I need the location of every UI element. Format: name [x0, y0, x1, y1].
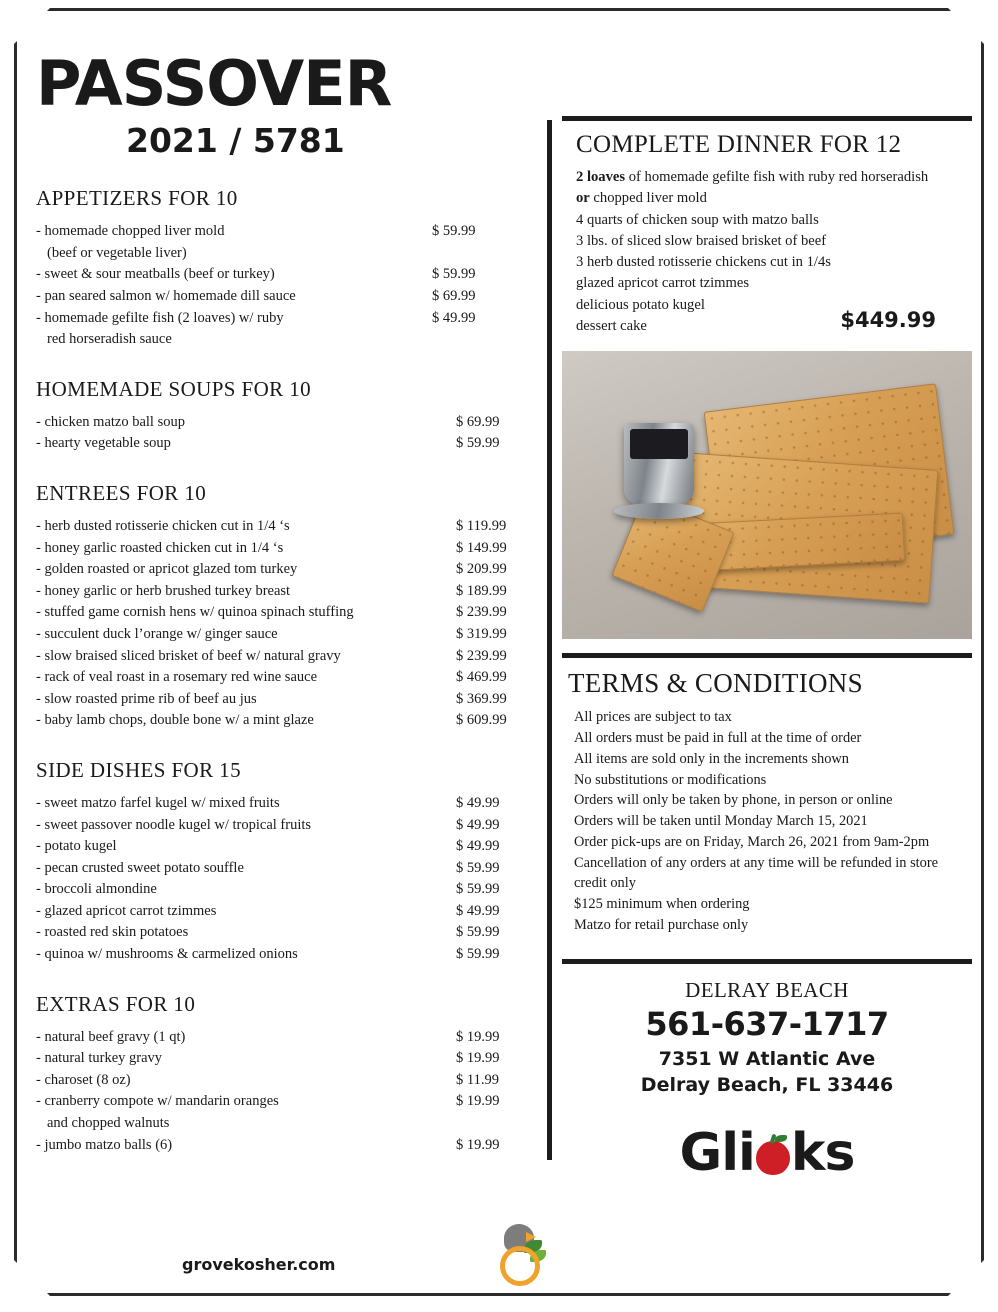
address-line-1: 7351 W Atlantic Ave	[658, 1048, 876, 1071]
item-name: - honey garlic or herb brushed turkey breast	[36, 582, 291, 599]
item-name: - stuffed game cornish hens w/ quinoa spinach stuffing	[36, 604, 354, 621]
item-price: $ 189.99	[456, 582, 507, 599]
grove-kosher-logo-icon	[494, 1220, 556, 1282]
menu-item	[36, 815, 542, 837]
item-name: - golden roasted or apricot glazed tom turkey	[36, 561, 298, 578]
menu-item	[36, 836, 542, 858]
section-appetizers	[36, 186, 542, 351]
item-price: $ 369.99	[456, 690, 507, 707]
item-name: - chicken matzo ball soup	[36, 413, 185, 430]
item-name: - homemade gefilte fish (2 loaves) w/ ruby	[36, 309, 284, 326]
item-price: $ 19.99	[456, 1050, 500, 1067]
item-price: $ 59.99	[456, 881, 500, 898]
item-name: - glazed apricot carrot tzimmes	[36, 902, 217, 919]
item-name-cont: and chopped walnuts	[47, 1115, 170, 1132]
menu-item	[36, 858, 542, 880]
right-column	[562, 116, 972, 1183]
section-soups	[36, 377, 542, 455]
item-name: - baby lamb chops, double bone w/ a mint glaze	[36, 712, 314, 729]
item-name: - natural turkey gravy	[36, 1050, 163, 1067]
item-list	[36, 516, 542, 732]
complete-dinner-list	[576, 167, 972, 337]
terms-list	[574, 707, 972, 935]
left-column	[36, 47, 542, 1156]
menu-item	[36, 221, 542, 264]
terms-line: Cancellation of any orders at any time will be refunded in store credit only	[574, 854, 939, 892]
dinner-line-rest: of homemade gefilte fish with ruby red horseradish	[625, 169, 929, 185]
item-price: $ 19.99	[456, 1028, 500, 1045]
menu-item	[36, 922, 542, 944]
item-price: $ 49.99	[456, 794, 500, 811]
menu-item	[36, 646, 542, 668]
item-name: - broccoli almondine	[36, 881, 157, 898]
rule-middle	[562, 653, 972, 658]
item-name: - sweet & sour meatballs (beef or turkey)	[36, 266, 275, 283]
item-name: - sweet passover noodle kugel w/ tropical fruits	[36, 816, 312, 833]
menu-item	[36, 1135, 542, 1157]
store-city: DELRAY BEACH	[685, 978, 849, 1003]
item-list	[36, 1027, 542, 1157]
item-name: - slow braised sliced brisket of beef w/ natural gravy	[36, 647, 341, 664]
item-price: $ 59.99	[456, 435, 500, 452]
menu-document	[14, 8, 984, 1296]
page-title: PASSOVER	[36, 47, 392, 120]
item-price: $ 11.99	[456, 1071, 499, 1088]
terms-heading: TERMS & CONDITIONS	[568, 668, 863, 699]
logo-text-after: ks	[790, 1122, 855, 1183]
terms-line: $125 minimum when ordering	[574, 895, 750, 912]
terms-line: Order pick-ups are on Friday, March 26, 2021 from 9am-2pm	[574, 833, 930, 850]
item-price: $ 49.99	[432, 309, 476, 326]
item-price: $ 149.99	[456, 539, 507, 556]
logo-text-before: Gli	[679, 1122, 755, 1183]
menu-item	[36, 1048, 542, 1070]
item-price: $ 319.99	[456, 625, 507, 642]
item-name: - succulent duck l’orange w/ ginger sauce	[36, 625, 278, 642]
dinner-line-bold: 2 loaves	[576, 169, 626, 185]
dinner-line-bold: or	[576, 190, 590, 207]
menu-item	[36, 624, 542, 646]
dinner-line: dessert cake	[576, 318, 647, 335]
menu-item	[36, 308, 542, 351]
contact-block	[562, 978, 972, 1098]
item-name: - honey garlic roasted chicken cut in 1/4 ‘s	[36, 539, 284, 556]
item-price: $ 609.99	[456, 712, 507, 729]
menu-item	[36, 1091, 542, 1134]
matzo-photo	[562, 351, 972, 639]
item-price: $ 59.99	[456, 859, 500, 876]
menu-item	[36, 1027, 542, 1049]
rule-top	[562, 116, 972, 121]
menu-item	[36, 944, 542, 966]
item-price: $ 119.99	[456, 517, 507, 534]
complete-dinner-price: $449.99	[840, 307, 936, 332]
menu-item	[36, 667, 542, 689]
item-name: - hearty vegetable soup	[36, 435, 171, 452]
item-price: $ 239.99	[456, 647, 507, 664]
item-name: - quinoa w/ mushrooms & carmelized onions	[36, 946, 298, 963]
dinner-line	[576, 188, 972, 209]
item-price: $ 69.99	[432, 288, 476, 305]
item-price: $ 49.99	[456, 902, 500, 919]
menu-item	[36, 793, 542, 815]
item-price: $ 49.99	[456, 816, 500, 833]
terms-line: Matzo for retail purchase only	[574, 916, 749, 933]
item-name: - pecan crusted sweet potato souffle	[36, 859, 244, 876]
address-line-2: Delray Beach, FL 33446	[640, 1074, 894, 1097]
item-name: - rack of veal roast in a rosemary red wine sauce	[36, 669, 318, 686]
item-name: - natural beef gravy (1 qt)	[36, 1028, 186, 1045]
item-name-cont: (beef or vegetable liver)	[47, 244, 187, 261]
section-heading: ENTREES FOR 10	[36, 480, 207, 505]
dinner-line: 3 lbs. of sliced slow braised brisket of beef	[576, 232, 827, 249]
apple-icon	[756, 1141, 790, 1175]
menu-item	[36, 412, 542, 434]
section-heading: HOMEMADE SOUPS FOR 10	[36, 376, 312, 401]
item-list	[36, 412, 542, 455]
menu-item	[36, 602, 542, 624]
page-subtitle: 2021 / 5781	[126, 121, 345, 161]
complete-dinner-heading: COMPLETE DINNER FOR 12	[576, 131, 902, 158]
item-name: - herb dusted rotisserie chicken cut in 1/4 ‘s	[36, 517, 290, 534]
item-price: $ 59.99	[456, 924, 500, 941]
item-name: - potato kugel	[36, 838, 117, 855]
section-heading: APPETIZERS FOR 10	[36, 186, 238, 211]
kiddush-cup	[624, 423, 694, 509]
section-heading: SIDE DISHES FOR 15	[36, 757, 241, 782]
section-heading: EXTRAS FOR 10	[36, 991, 196, 1016]
menu-item	[36, 879, 542, 901]
item-price: $ 209.99	[456, 561, 507, 578]
menu-item	[36, 689, 542, 711]
item-price: $ 19.99	[456, 1136, 500, 1153]
menu-item	[36, 581, 542, 603]
item-name: - homemade chopped liver mold	[36, 223, 225, 240]
item-name: - jumbo matzo balls (6)	[36, 1136, 173, 1153]
item-name: - pan seared salmon w/ homemade dill sauce	[36, 288, 296, 305]
column-divider	[547, 120, 552, 1160]
item-price: $ 59.99	[432, 223, 476, 240]
section-entrees	[36, 481, 542, 732]
phone-number[interactable]: 561-637-1717	[645, 1005, 889, 1044]
item-price: $ 59.99	[432, 266, 476, 283]
item-price: $ 19.99	[456, 1093, 500, 1110]
item-name: - sweet matzo farfel kugel w/ mixed fruits	[36, 794, 280, 811]
item-price: $ 49.99	[456, 838, 500, 855]
terms-line: Orders will only be taken by phone, in person or online	[574, 792, 893, 809]
dinner-line: glazed apricot carrot tzimmes	[576, 275, 750, 292]
item-name: - cranberry compote w/ mandarin oranges	[36, 1093, 279, 1110]
menu-item	[36, 433, 542, 455]
ring-icon	[500, 1246, 540, 1286]
terms-line: All prices are subject to tax	[574, 709, 732, 726]
terms-line: All items are sold only in the increments shown	[574, 750, 849, 767]
item-price: $ 69.99	[456, 413, 500, 430]
terms-line: No substitutions or modifications	[574, 771, 767, 788]
rule-bottom	[562, 959, 972, 964]
dinner-line-rest: chopped liver mold	[589, 190, 707, 207]
terms-line: All orders must be paid in full at the time of order	[574, 730, 862, 747]
item-name: - slow roasted prime rib of beef au jus	[36, 690, 257, 707]
menu-item	[36, 710, 542, 732]
terms-line: Orders will be taken until Monday March 15, 2021	[574, 813, 868, 830]
dinner-line: delicious potato kugel	[576, 296, 705, 313]
menu-item	[36, 264, 542, 286]
item-list	[36, 221, 542, 351]
menu-item	[36, 1070, 542, 1092]
item-price: $ 239.99	[456, 604, 507, 621]
item-list	[36, 793, 542, 966]
item-price: $ 469.99	[456, 669, 507, 686]
item-name: - charoset (8 oz)	[36, 1071, 131, 1088]
menu-item	[36, 559, 542, 581]
dinner-line: 3 herb dusted rotisserie chickens cut in 1/4s	[576, 254, 831, 271]
menu-item	[36, 901, 542, 923]
section-side-dishes	[36, 758, 542, 966]
item-price: $ 59.99	[456, 946, 500, 963]
glicks-logo	[562, 1123, 972, 1183]
menu-item	[36, 286, 542, 308]
item-name-cont: red horseradish sauce	[47, 331, 172, 348]
dinner-line: 4 quarts of chicken soup with matzo balls	[576, 211, 819, 228]
section-extras	[36, 992, 542, 1157]
dinner-line	[576, 167, 972, 188]
menu-item	[36, 538, 542, 560]
item-name: - roasted red skin potatoes	[36, 924, 189, 941]
menu-item	[36, 516, 542, 538]
website-url[interactable]: grovekosher.com	[182, 1255, 336, 1274]
